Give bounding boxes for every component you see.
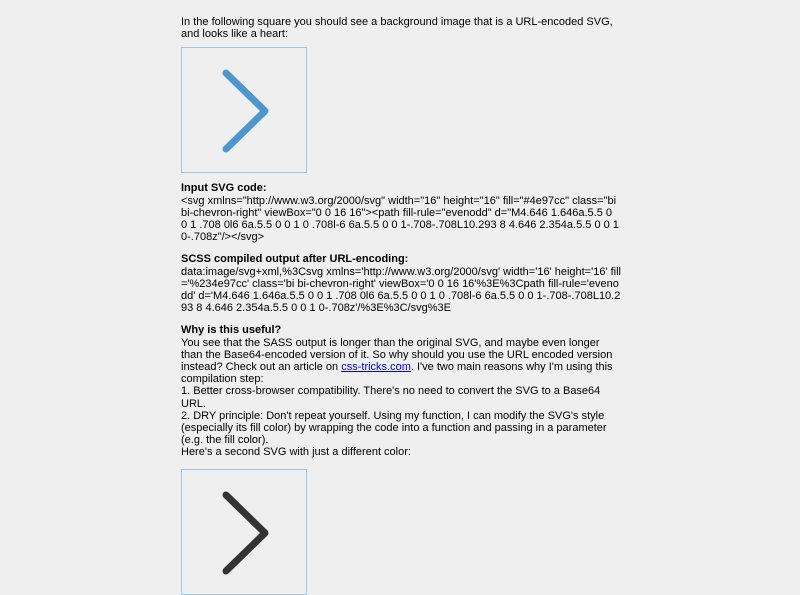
why-text-after-link: . I've two main reasons why I'm using this compilation step: — [181, 361, 613, 386]
css-tricks-link[interactable]: css-tricks.com — [341, 361, 411, 374]
input-svg-code: <svg xmlns="http://www.w3.org/2000/svg" width="16" height="16" fill="#4e97cc" class="bi bi-chevron-right" viewBox="0 0 16 16"><path fill-rule="evenodd" d="M4.646 1.646a.5.5 0 0 1 .708 0l6 6a.5.5 0 0 1 0 .708l-6 6a.5.5 0 0 1-.708-.708L10.293 8 4.646 2.354a.5.5 0 0 1 0-.708z"/></svg> — [181, 194, 619, 244]
input-svg-heading: Input SVG code: — [181, 182, 267, 195]
why-heading: Why is this useful? — [181, 324, 282, 337]
chevron-right-icon — [182, 48, 306, 172]
why-text-before-link: You see that the SASS output is longer than the original SVG, and maybe even longer than the Base64-encoded version of it. So why should you use the URL encoded version instead? Check out an article on — [181, 336, 613, 374]
scss-output-code: data:image/svg+xml,%3Csvg xmlns='http://www.w3.org/2000/svg' width='16' height='16' fill='%234e97cc' class='bi bi-chevron-right' viewBox='0 0 16 16'%3E%3Cpath fill-rule='evenodd' d='M4.646 1.646a.5.5 0 0 1 .708 0l6 6a.5.5 0 0 1 0 .708l-6 6a.5.5 0 0 1-.708-.708L10.293 8 4.646 2.354a.5.5 0 0 1 0-.708z'/%3E%3C/svg%3E — [181, 265, 621, 315]
scss-output-section — [181, 253, 621, 314]
second-svg-square — [181, 469, 307, 595]
why-section — [181, 324, 621, 458]
input-svg-section — [181, 182, 621, 243]
second-svg-intro: Here's a second SVG with just a different color: — [181, 446, 411, 459]
reason-2: 2. DRY principle: Don't repeat yourself. Using my function, I can modify the SVG's style (especially its fill color) by wrapping the code into a function and passing in a parameter (e.g. the fill color). — [181, 409, 607, 447]
reason-1: 1. Better cross-browser compatibility. There's no need to convert the SVG to a Base64 URL. — [181, 385, 601, 410]
scss-output-heading: SCSS compiled output after URL-encoding: — [181, 253, 409, 266]
intro-text: In the following square you should see a background image that is a URL-encoded SVG, and looks like a heart: — [181, 16, 613, 41]
page-content — [181, 16, 621, 595]
background-svg-square — [181, 47, 307, 173]
why-paragraph — [181, 337, 621, 386]
chevron-right-icon — [182, 470, 306, 594]
